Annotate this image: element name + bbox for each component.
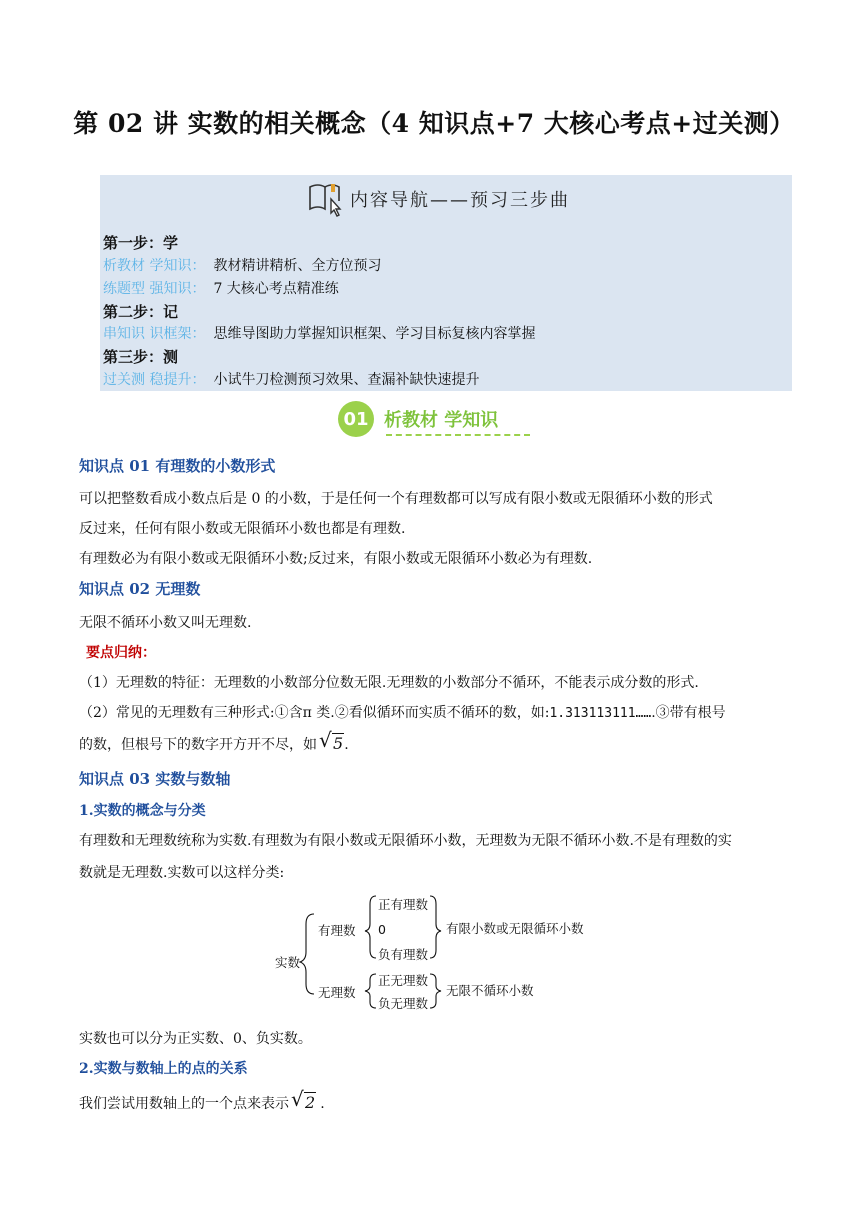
nav-line-2 [103, 278, 339, 300]
knowledge-point-3-heading: 知识点 03 实数与数轴 [79, 770, 231, 788]
item-text: . [344, 737, 349, 753]
diagram-zero: 0 [378, 922, 386, 937]
nav-key: 析教材 学知识： [103, 258, 206, 274]
nav-key: 过关测 稳提升： [103, 372, 206, 388]
nav-line-4 [103, 369, 479, 391]
step-3: 第三步：测 [103, 348, 179, 366]
diagram-irrational-desc: 无限不循环小数 [446, 983, 534, 998]
kp1-paragraph-1: 可以把整数看成小数点后是 0 的小数，于是任何一个有理数都可以写成有限小数或无限循环小数的形式 [79, 491, 713, 507]
para-text: . [320, 1096, 325, 1112]
radicand: 5 [333, 734, 344, 753]
nav-line-1 [103, 255, 381, 277]
rational-desc-brace [430, 896, 441, 958]
knowledge-point-2-heading: 知识点 02 无理数 [79, 580, 201, 598]
section-number-badge: 01 [338, 401, 374, 437]
real-number-classification-diagram [270, 890, 610, 1020]
sqrt-two [291, 1087, 316, 1112]
kp1-paragraph-3: 有理数必为有限小数或无限循环小数;反过来，有限小数或无限循环小数必为有理数. [79, 551, 593, 567]
key-summary-label: 要点归纳： [86, 645, 156, 661]
section-underline [386, 434, 530, 436]
radicand: 2 [305, 1093, 316, 1112]
nav-header [306, 181, 570, 217]
book-pointer-icon [306, 181, 346, 217]
nav-key: 串知识 识框架： [103, 326, 206, 342]
subheading-number-line-relation: 2.实数与数轴上的点的关系 [79, 1061, 248, 1077]
section-title: 析教材 学知识 [384, 410, 499, 431]
section-banner [338, 399, 498, 439]
diagram-rational: 有理数 [318, 923, 356, 938]
diagram-irrational: 无理数 [318, 985, 356, 1000]
irrational-desc-brace [430, 974, 441, 1008]
nav-text: 7 大核心考点精准练 [213, 281, 339, 297]
item-text: .③带有根号 [651, 705, 726, 721]
step-2: 第二步：记 [103, 303, 179, 321]
irrational-brace [365, 974, 376, 1008]
sqrt-five [319, 728, 344, 753]
nav-text: 小试牛刀检测预习效果、查漏补缺快速提升 [213, 372, 480, 388]
diagram-pos-irrational: 正无理数 [378, 973, 429, 988]
rational-brace [365, 896, 376, 958]
item-text: （2）常见的无理数有三种形式:①含π 类.②看似循环而实质不循环的数，如: [79, 705, 550, 721]
item-text: 的数，但根号下的数字开方开不尽，如 [79, 737, 317, 753]
knowledge-point-1-heading: 知识点 01 有理数的小数形式 [79, 457, 276, 475]
kp3-paragraph-1: 有理数和无理数统称为实数.有理数为有限小数或无限循环小数，无理数为无限不循环小数.不是有理数的实 [79, 833, 732, 849]
kp3-paragraph-3: 实数也可以分为正实数、0、负实数。 [79, 1031, 312, 1047]
radical-sign: √ [319, 728, 332, 752]
root-brace [300, 914, 314, 994]
diagram-root: 实数 [275, 955, 301, 970]
radical-sign: √ [291, 1087, 304, 1111]
kp2-item-2-cont [79, 728, 349, 754]
subheading-real-number-classification: 1.实数的概念与分类 [79, 803, 206, 819]
diagram-pos-rational: 正有理数 [378, 897, 429, 912]
diagram-neg-irrational: 负无理数 [378, 996, 429, 1011]
nav-text: 思维导图助力掌握知识框架、学习目标复核内容掌握 [213, 326, 536, 342]
nav-key: 练题型 强知识： [103, 281, 206, 297]
nav-line-3 [103, 323, 535, 345]
kp2-item-2 [79, 702, 726, 722]
diagram-rational-desc: 有限小数或无限循环小数 [446, 921, 584, 936]
nav-text: 教材精讲精析、全方位预习 [213, 258, 382, 274]
kp2-paragraph-1: 无限不循环小数又叫无理数. [79, 615, 252, 631]
para-text: 我们尝试用数轴上的一个点来表示 [79, 1096, 289, 1112]
page-title: 第 02 讲 实数的相关概念（4 知识点+7 大核心考点+过关测） [73, 109, 795, 138]
diagram-neg-rational: 负有理数 [378, 947, 429, 962]
kp1-paragraph-2: 反过来，任何有限小数或无限循环小数也都是有理数. [79, 521, 406, 537]
step-1: 第一步：学 [103, 234, 179, 252]
content-navigation-box [100, 175, 792, 391]
kp3-paragraph-4 [79, 1087, 325, 1113]
example-number: 1.313113111…… [549, 706, 652, 721]
kp2-item-1: （1）无理数的特征：无理数的小数部分位数无限.无理数的小数部分不循环，不能表示成分数的形式. [79, 675, 699, 691]
nav-title: 内容导航——预习三步曲 [350, 190, 570, 211]
kp3-paragraph-2: 数就是无理数.实数可以这样分类: [79, 865, 285, 881]
